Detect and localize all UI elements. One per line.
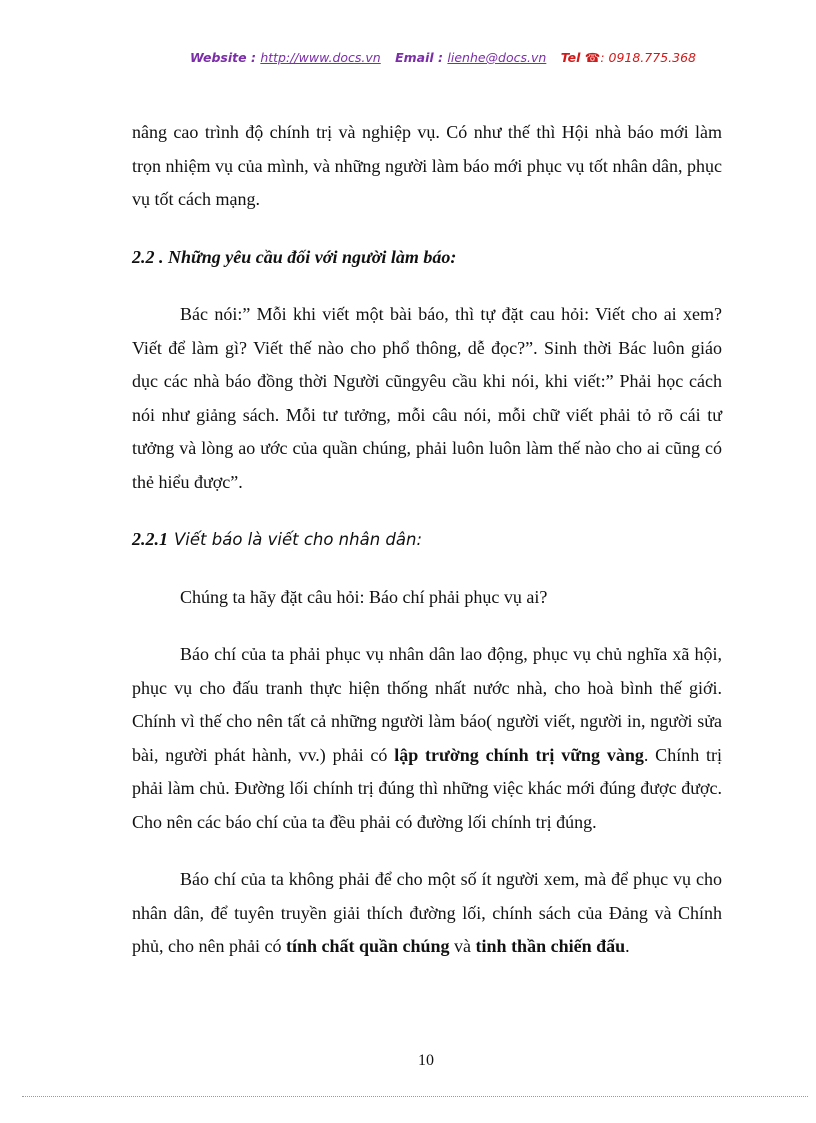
email-label: Email — [395, 50, 434, 65]
document-body — [132, 116, 722, 988]
bold-phrase: lập trường chính trị vững vàng — [394, 744, 644, 765]
section-heading-2-2-1 — [132, 523, 722, 557]
tel-value: : 0918.775.368 — [600, 50, 696, 65]
section-number: 2.2.1 — [132, 529, 168, 549]
bold-phrase: tinh thần chiến đấu — [475, 936, 626, 956]
paragraph-serve-people — [132, 638, 722, 839]
paragraph-intro: nâng cao trình độ chính trị và nghiệp vụ. Có như thế thì Hội nhà báo mới làm trọn nhiệm vụ của mình, và những người làm báo mới phục vụ tốt nhân dân, phục vụ tốt cách mạng. — [132, 122, 722, 209]
paragraph-mass-character — [132, 863, 722, 964]
section-title: Viết báo là viết cho nhân dân: — [174, 530, 423, 549]
website-label: Website : — [190, 50, 256, 65]
page-header — [0, 50, 816, 65]
email-link[interactable]: lienhe@docs.vn — [447, 50, 547, 65]
website-link[interactable]: http://www.docs.vn — [260, 50, 381, 65]
footer-divider — [22, 1096, 808, 1097]
paragraph-question: Chúng ta hãy đặt câu hỏi: Báo chí phải phục vụ ai? — [180, 586, 548, 607]
tel-label: Tel — [560, 50, 581, 65]
phone-icon: ☎ — [584, 50, 601, 65]
text-run: và — [454, 936, 472, 956]
section-heading-2-2: 2.2 . Những yêu cầu đối với người làm báo: — [132, 246, 457, 267]
text-run: Báo chí của ta phải phục vụ nhân dân lao động, phục vụ chủ nghĩa xã hội, phục vụ cho đấu tranh thực hiện thống nhất nước nhà, cho hoà bình thế giới. Chính vì thế cho nên tất cả những người làm báo( người viết, người in, người sửa bài, người phát hành, vv.) phải có — [132, 644, 722, 765]
paragraph-bac-noi: Bác nói:” Mỗi khi viết một bài báo, thì tự đặt cau hỏi: Viết cho ai xem? Viết để làm gì? Viết thế nào cho phổ thông, dễ đọc?”. Sinh thời Bác luôn giáo dục các nhà báo đồng thời Người cũngyêu cầu khi nói, khi viết:” Phải học cách nói như giảng sách. Mỗi tư tưởng, mỗi câu nói, mỗi chữ viết phải tỏ rõ cái tư tưởng và lòng ao ước của quần chúng, phải luôn luôn làm thế nào cho ai cũng có thẻ hiểu được”. — [132, 304, 722, 492]
bold-phrase: tính chất quần chúng — [285, 936, 450, 956]
text-run: . Chính trị phải làm chủ. Đường lối chính trị đúng thì những việc khác mới đúng được được. Cho nên các báo chí của ta đều phải có đường lối chính trị đúng. — [132, 744, 722, 832]
text-run: Báo chí của ta không phải để cho một số ít người xem, mà để phục vụ cho nhân dân, để tuyên truyền giải thích đường lối, chính sách của Đảng và Chính phủ, cho nên phải có — [132, 869, 722, 956]
page-number: 10 — [418, 1052, 434, 1069]
text-run: . — [625, 936, 630, 956]
email-colon: : — [438, 50, 444, 65]
